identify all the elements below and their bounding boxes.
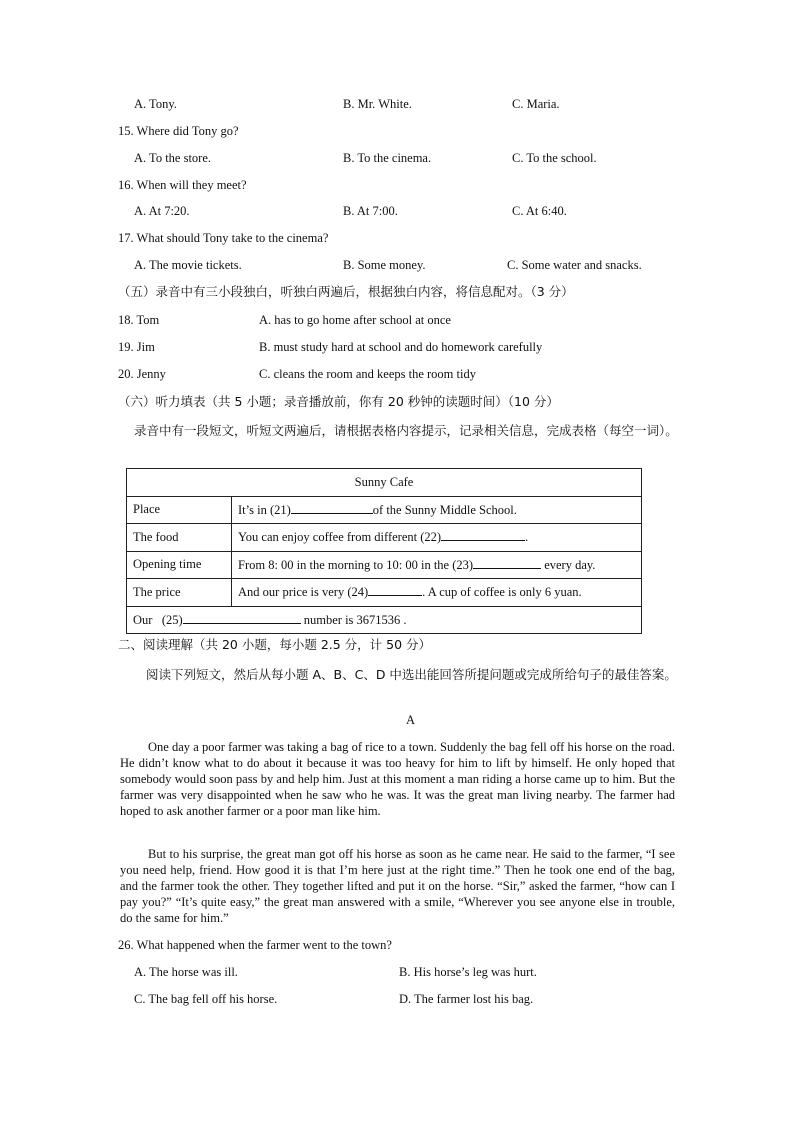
q14-option-c: C. Maria. [512, 97, 560, 111]
blank-21[interactable] [291, 502, 373, 514]
row-label-food: The food [127, 524, 232, 552]
q14-option-b: B. Mr. White. [343, 97, 412, 111]
q17-option-b: B. Some money. [343, 258, 426, 272]
section5-heading: （五）录音中有三小段独白，听独白两遍后，根据独白内容，将信息配对。（3 分） [118, 284, 574, 299]
match-left-18: 18. Tom [118, 313, 160, 327]
match-right-b: B. must study hard at school and do homework carefully [259, 340, 543, 354]
q26-question: 26. What happened when the farmer went to the town? [118, 938, 392, 952]
q26-option-b: B. His horse’s leg was hurt. [399, 965, 537, 979]
section6-instruction: 录音中有一段短文，听短文两遍后，请根据表格内容提示，记录相关信息，完成表格（每空一词）。 [134, 423, 678, 438]
row-value-place: It’s in (21) of the Sunny Middle School. [232, 496, 642, 524]
part2-instruction: 阅读下列短文，然后从每小题 A、B、C、D 中选出能回答所提问题或完成所给句子的最佳答案。 [146, 667, 677, 682]
q26-option-a: A. The horse was ill. [134, 965, 238, 979]
match-left-20: 20. Jenny [118, 367, 166, 381]
q26-option-d: D. The farmer lost his bag. [399, 992, 534, 1006]
q15-option-b: B. To the cinema. [343, 151, 432, 165]
row-value-price: And our price is very (24) . A cup of coffee is only 6 yuan. [232, 579, 642, 607]
q15-question: 15. Where did Tony go? [118, 124, 239, 138]
q16-option-a: A. At 7:20. [134, 204, 190, 218]
match-left-19: 19. Jim [118, 340, 155, 354]
row-label-place: Place [127, 496, 232, 524]
q16-question: 16. When will they meet? [118, 178, 247, 192]
table-row [127, 606, 642, 634]
q17-option-c: C. Some water and snacks. [507, 258, 642, 272]
row-label-price: The price [127, 579, 232, 607]
table-row [127, 551, 642, 579]
row-value-opening-time: From 8: 00 in the morning to 10: 00 in the (23) every day. [232, 551, 642, 579]
blank-24[interactable] [368, 584, 422, 596]
table-row [127, 579, 642, 607]
table-row [127, 524, 642, 552]
q17-option-a: A. The movie tickets. [134, 258, 242, 272]
row-phone: Our (25) number is 3671536 . [127, 606, 642, 634]
table-title: Sunny Cafe [127, 469, 642, 497]
q16-option-c: C. At 6:40. [512, 204, 567, 218]
q14-option-a: A. Tony. [134, 97, 177, 111]
q15-option-a: A. To the store. [134, 151, 212, 165]
section6-heading: （六）听力填表（共 5 小题；录音播放前，你有 20 秒钟的读题时间）（10 分） [118, 394, 559, 409]
row-label-opening-time: Opening time [127, 551, 232, 579]
sunny-cafe-table [126, 468, 642, 634]
q15-option-c: C. To the school. [512, 151, 597, 165]
passage-label: A [406, 713, 416, 727]
passage-paragraph-2: But to his surprise, the great man got off his horse as soon as he came near. He said to the farmer, “I see you need help, friend. How good it is that I’m here just at the right time.” Then he took one end of the bag, and the farmer took the other. They together lifted and put it on the horse. “Sir,” asked the farmer, “how can I pay you?” “It’s quite easy,” the great man answered with a smile, “Wherever you see anyone else in trouble, do the same for him.” [120, 847, 675, 925]
match-right-a: A. has to go home after school at once [259, 313, 451, 327]
match-right-c: C. cleans the room and keeps the room tidy [259, 367, 476, 381]
passage-paragraph-1: One day a poor farmer was taking a bag of rice to a town. Suddenly the bag fell off his horse on the road. He didn’t know what to do about it because it was too heavy for him to lift by himself. He only hoped that somebody would soon pass by and help him. Just at this moment a man riding a horse came up to him. But the farmer was very disappointed when he saw who he was. It was the great man living nearby. The farmer had hoped to ask another farmer or a poor man like him. [120, 740, 675, 818]
blank-25[interactable] [183, 612, 301, 624]
row-value-food: You can enjoy coffee from different (22) . [232, 524, 642, 552]
q16-option-b: B. At 7:00. [343, 204, 398, 218]
table-row [127, 496, 642, 524]
blank-22[interactable] [441, 529, 525, 541]
q26-option-c: C. The bag fell off his horse. [134, 992, 278, 1006]
q17-question: 17. What should Tony take to the cinema? [118, 231, 329, 245]
blank-23[interactable] [473, 557, 541, 569]
part2-heading: 二、阅读理解（共 20 小题，每小题 2.5 分，计 50 分） [118, 637, 432, 652]
